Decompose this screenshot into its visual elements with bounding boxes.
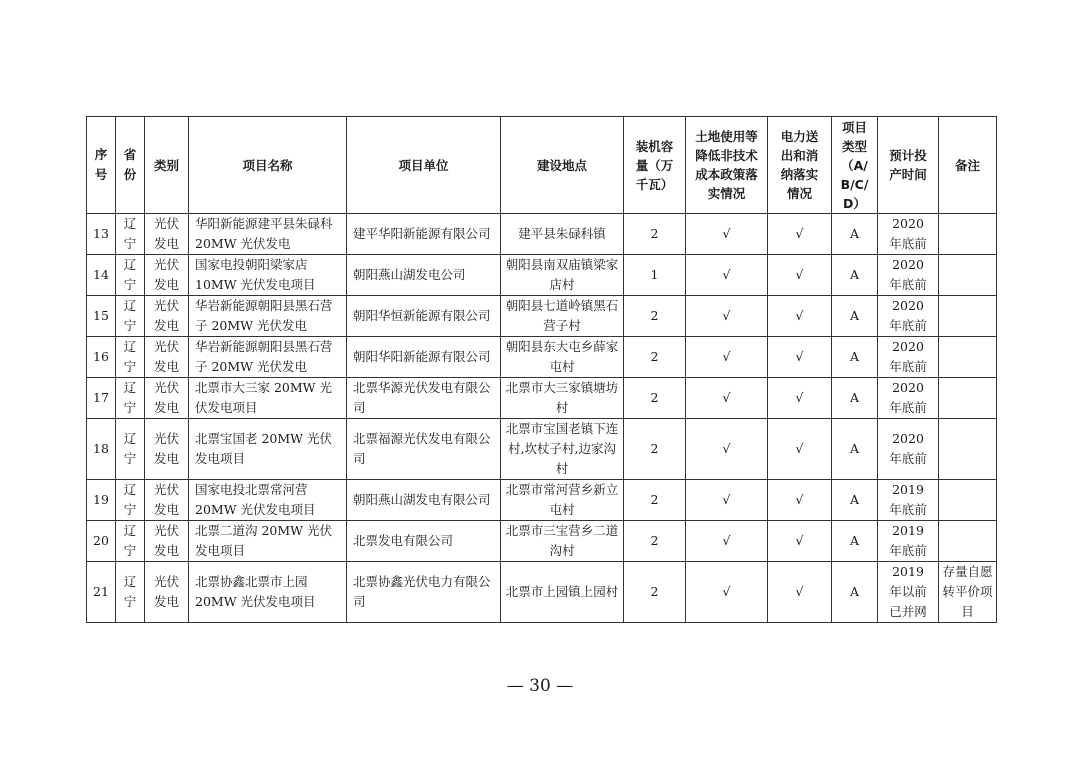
cell-province bbox=[116, 378, 145, 419]
cell-category bbox=[145, 337, 189, 378]
cell-capacity: 1 bbox=[624, 255, 686, 296]
cell-site: 北票市宝国老镇下连村,坎杖子村,边家沟村 bbox=[501, 419, 624, 480]
table-row bbox=[87, 296, 997, 337]
cell-category-text: 光伏发电 bbox=[153, 431, 179, 466]
cell-site: 建平县朱碌科镇 bbox=[501, 214, 624, 255]
cell-category-text: 光伏发电 bbox=[153, 339, 179, 374]
cell-note bbox=[939, 255, 997, 296]
table-row bbox=[87, 521, 997, 562]
header-power-delivery: 电力送出和消纳落实情况 bbox=[768, 117, 832, 214]
cell-expected-time bbox=[878, 214, 939, 255]
cell-province bbox=[116, 337, 145, 378]
cell-project-type: A bbox=[832, 378, 878, 419]
cell-land-policy: √ bbox=[686, 337, 768, 378]
cell-province-text: 辽宁 bbox=[123, 574, 137, 609]
cell-land-policy: √ bbox=[686, 521, 768, 562]
cell-province-text: 辽宁 bbox=[123, 431, 137, 466]
cell-no: 16 bbox=[87, 337, 116, 378]
cell-land-policy: √ bbox=[686, 296, 768, 337]
cell-land-policy: √ bbox=[686, 214, 768, 255]
cell-expected-time bbox=[878, 337, 939, 378]
cell-no: 14 bbox=[87, 255, 116, 296]
cell-capacity: 2 bbox=[624, 521, 686, 562]
cell-power-delivery: √ bbox=[768, 214, 832, 255]
cell-capacity: 2 bbox=[624, 562, 686, 623]
header-category: 类别 bbox=[145, 117, 189, 214]
cell-province-text: 辽宁 bbox=[123, 216, 137, 251]
cell-category bbox=[145, 378, 189, 419]
cell-no: 17 bbox=[87, 378, 116, 419]
header-capacity: 装机容量（万千瓦） bbox=[624, 117, 686, 214]
table-row bbox=[87, 419, 997, 480]
table-row bbox=[87, 562, 997, 623]
cell-power-delivery: √ bbox=[768, 521, 832, 562]
cell-project-unit: 朝阳燕山湖发电有限公司 bbox=[347, 480, 501, 521]
cell-note bbox=[939, 419, 997, 480]
cell-project-unit: 朝阳燕山湖发电公司 bbox=[347, 255, 501, 296]
cell-land-policy: √ bbox=[686, 480, 768, 521]
cell-capacity: 2 bbox=[624, 480, 686, 521]
header-project-unit: 项目单位 bbox=[347, 117, 501, 214]
table-row bbox=[87, 378, 997, 419]
cell-site: 朝阳县七道岭镇黑石营子村 bbox=[501, 296, 624, 337]
cell-no: 15 bbox=[87, 296, 116, 337]
cell-power-delivery: √ bbox=[768, 419, 832, 480]
cell-project-name: 北票市大三家 20MW 光伏发电项目 bbox=[189, 378, 347, 419]
cell-project-name: 华阳新能源建平县朱碌科 20MW 光伏发电 bbox=[189, 214, 347, 255]
cell-category bbox=[145, 255, 189, 296]
cell-category-text: 光伏发电 bbox=[153, 298, 179, 333]
cell-power-delivery: √ bbox=[768, 378, 832, 419]
cell-project-unit: 北票福源光伏发电有限公司 bbox=[347, 419, 501, 480]
cell-category bbox=[145, 419, 189, 480]
cell-province bbox=[116, 419, 145, 480]
cell-expected-time bbox=[878, 378, 939, 419]
cell-expected-time-text: 2020 年底前 bbox=[889, 339, 927, 374]
cell-province-text: 辽宁 bbox=[123, 380, 137, 415]
cell-category bbox=[145, 214, 189, 255]
cell-province bbox=[116, 214, 145, 255]
cell-project-type: A bbox=[832, 480, 878, 521]
cell-capacity: 2 bbox=[624, 296, 686, 337]
cell-no: 19 bbox=[87, 480, 116, 521]
cell-province-text: 辽宁 bbox=[123, 339, 137, 374]
cell-no: 13 bbox=[87, 214, 116, 255]
cell-expected-time bbox=[878, 562, 939, 623]
cell-project-unit: 朝阳华阳新能源有限公司 bbox=[347, 337, 501, 378]
cell-project-name: 北票宝国老 20MW 光伏发电项目 bbox=[189, 419, 347, 480]
cell-no: 20 bbox=[87, 521, 116, 562]
table-row bbox=[87, 480, 997, 521]
cell-project-name: 华岩新能源朝阳县黑石营子 20MW 光伏发电 bbox=[189, 337, 347, 378]
cell-note bbox=[939, 562, 997, 623]
table-row bbox=[87, 255, 997, 296]
cell-power-delivery: √ bbox=[768, 296, 832, 337]
cell-category-text: 光伏发电 bbox=[153, 380, 179, 415]
cell-capacity: 2 bbox=[624, 419, 686, 480]
cell-province-text: 辽宁 bbox=[123, 523, 137, 558]
cell-expected-time-text: 2019 年底前 bbox=[889, 523, 927, 558]
cell-note bbox=[939, 480, 997, 521]
cell-project-name: 国家电投北票常河营 20MW 光伏发电项目 bbox=[189, 480, 347, 521]
cell-province bbox=[116, 521, 145, 562]
cell-site: 朝阳县南双庙镇梁家店村 bbox=[501, 255, 624, 296]
cell-category-text: 光伏发电 bbox=[153, 523, 179, 558]
cell-capacity: 2 bbox=[624, 378, 686, 419]
cell-no: 21 bbox=[87, 562, 116, 623]
cell-province bbox=[116, 480, 145, 521]
cell-category bbox=[145, 480, 189, 521]
header-site: 建设地点 bbox=[501, 117, 624, 214]
cell-project-type: A bbox=[832, 419, 878, 480]
cell-project-unit: 北票发电有限公司 bbox=[347, 521, 501, 562]
cell-capacity: 2 bbox=[624, 337, 686, 378]
header-project-type: 项目类型（A/B/C/D） bbox=[832, 117, 878, 214]
cell-expected-time bbox=[878, 521, 939, 562]
cell-province bbox=[116, 562, 145, 623]
cell-note bbox=[939, 214, 997, 255]
cell-province-text: 辽宁 bbox=[123, 257, 137, 292]
cell-note bbox=[939, 337, 997, 378]
project-table bbox=[86, 116, 997, 623]
cell-capacity: 2 bbox=[624, 214, 686, 255]
cell-project-type: A bbox=[832, 296, 878, 337]
cell-province-text: 辽宁 bbox=[123, 298, 137, 333]
cell-note-text: 存量自愿转平价项目 bbox=[942, 564, 993, 619]
cell-note bbox=[939, 296, 997, 337]
cell-project-unit: 北票协鑫光伏电力有限公司 bbox=[347, 562, 501, 623]
cell-power-delivery: √ bbox=[768, 480, 832, 521]
cell-project-unit: 北票华源光伏发电有限公司 bbox=[347, 378, 501, 419]
cell-no: 18 bbox=[87, 419, 116, 480]
header-note: 备注 bbox=[939, 117, 997, 214]
cell-expected-time-text: 2019 年底前 bbox=[889, 482, 927, 517]
cell-expected-time bbox=[878, 296, 939, 337]
cell-category-text: 光伏发电 bbox=[153, 574, 179, 609]
cell-land-policy: √ bbox=[686, 419, 768, 480]
header-province: 省份 bbox=[116, 117, 145, 214]
cell-power-delivery: √ bbox=[768, 255, 832, 296]
cell-project-type: A bbox=[832, 521, 878, 562]
table-header-row bbox=[87, 117, 997, 214]
cell-province bbox=[116, 296, 145, 337]
table-row bbox=[87, 337, 997, 378]
cell-category bbox=[145, 562, 189, 623]
cell-project-type: A bbox=[832, 562, 878, 623]
cell-expected-time bbox=[878, 419, 939, 480]
cell-expected-time bbox=[878, 480, 939, 521]
cell-project-type: A bbox=[832, 255, 878, 296]
header-no: 序号 bbox=[87, 117, 116, 214]
cell-expected-time bbox=[878, 255, 939, 296]
cell-site: 北票市大三家镇塘坊村 bbox=[501, 378, 624, 419]
cell-project-name: 国家电投朝阳梁家店 10MW 光伏发电项目 bbox=[189, 255, 347, 296]
cell-expected-time-text: 2020 年底前 bbox=[889, 216, 927, 251]
cell-land-policy: √ bbox=[686, 562, 768, 623]
cell-category-text: 光伏发电 bbox=[153, 482, 179, 517]
cell-site: 朝阳县东大屯乡薛家屯村 bbox=[501, 337, 624, 378]
cell-category bbox=[145, 296, 189, 337]
cell-expected-time-text: 2019 年以前已并网 bbox=[889, 564, 927, 619]
cell-category-text: 光伏发电 bbox=[153, 216, 179, 251]
cell-project-name: 北票二道沟 20MW 光伏发电项目 bbox=[189, 521, 347, 562]
cell-project-unit: 建平华阳新能源有限公司 bbox=[347, 214, 501, 255]
header-land-policy: 土地使用等降低非技术成本政策落实情况 bbox=[686, 117, 768, 214]
cell-project-unit: 朝阳华恒新能源有限公司 bbox=[347, 296, 501, 337]
cell-project-name: 华岩新能源朝阳县黑石营子 20MW 光伏发电 bbox=[189, 296, 347, 337]
page-number: — 30 — bbox=[506, 676, 574, 696]
cell-expected-time-text: 2020 年底前 bbox=[889, 298, 927, 333]
cell-power-delivery: √ bbox=[768, 337, 832, 378]
cell-province-text: 辽宁 bbox=[123, 482, 137, 517]
cell-land-policy: √ bbox=[686, 378, 768, 419]
cell-note bbox=[939, 521, 997, 562]
header-expected-time: 预计投产时间 bbox=[878, 117, 939, 214]
cell-note bbox=[939, 378, 997, 419]
cell-category bbox=[145, 521, 189, 562]
cell-site: 北票市上园镇上园村 bbox=[501, 562, 624, 623]
cell-site: 北票市常河营乡新立屯村 bbox=[501, 480, 624, 521]
cell-power-delivery: √ bbox=[768, 562, 832, 623]
cell-province bbox=[116, 255, 145, 296]
cell-category-text: 光伏发电 bbox=[153, 257, 179, 292]
cell-site: 北票市三宝营乡二道沟村 bbox=[501, 521, 624, 562]
cell-expected-time-text: 2020 年底前 bbox=[889, 380, 927, 415]
table-row bbox=[87, 214, 997, 255]
cell-land-policy: √ bbox=[686, 255, 768, 296]
cell-project-type: A bbox=[832, 214, 878, 255]
cell-project-name: 北票协鑫北票市上园 20MW 光伏发电项目 bbox=[189, 562, 347, 623]
cell-expected-time-text: 2020 年底前 bbox=[889, 431, 927, 466]
cell-expected-time-text: 2020 年底前 bbox=[889, 257, 927, 292]
cell-project-type: A bbox=[832, 337, 878, 378]
header-project-name: 项目名称 bbox=[189, 117, 347, 214]
